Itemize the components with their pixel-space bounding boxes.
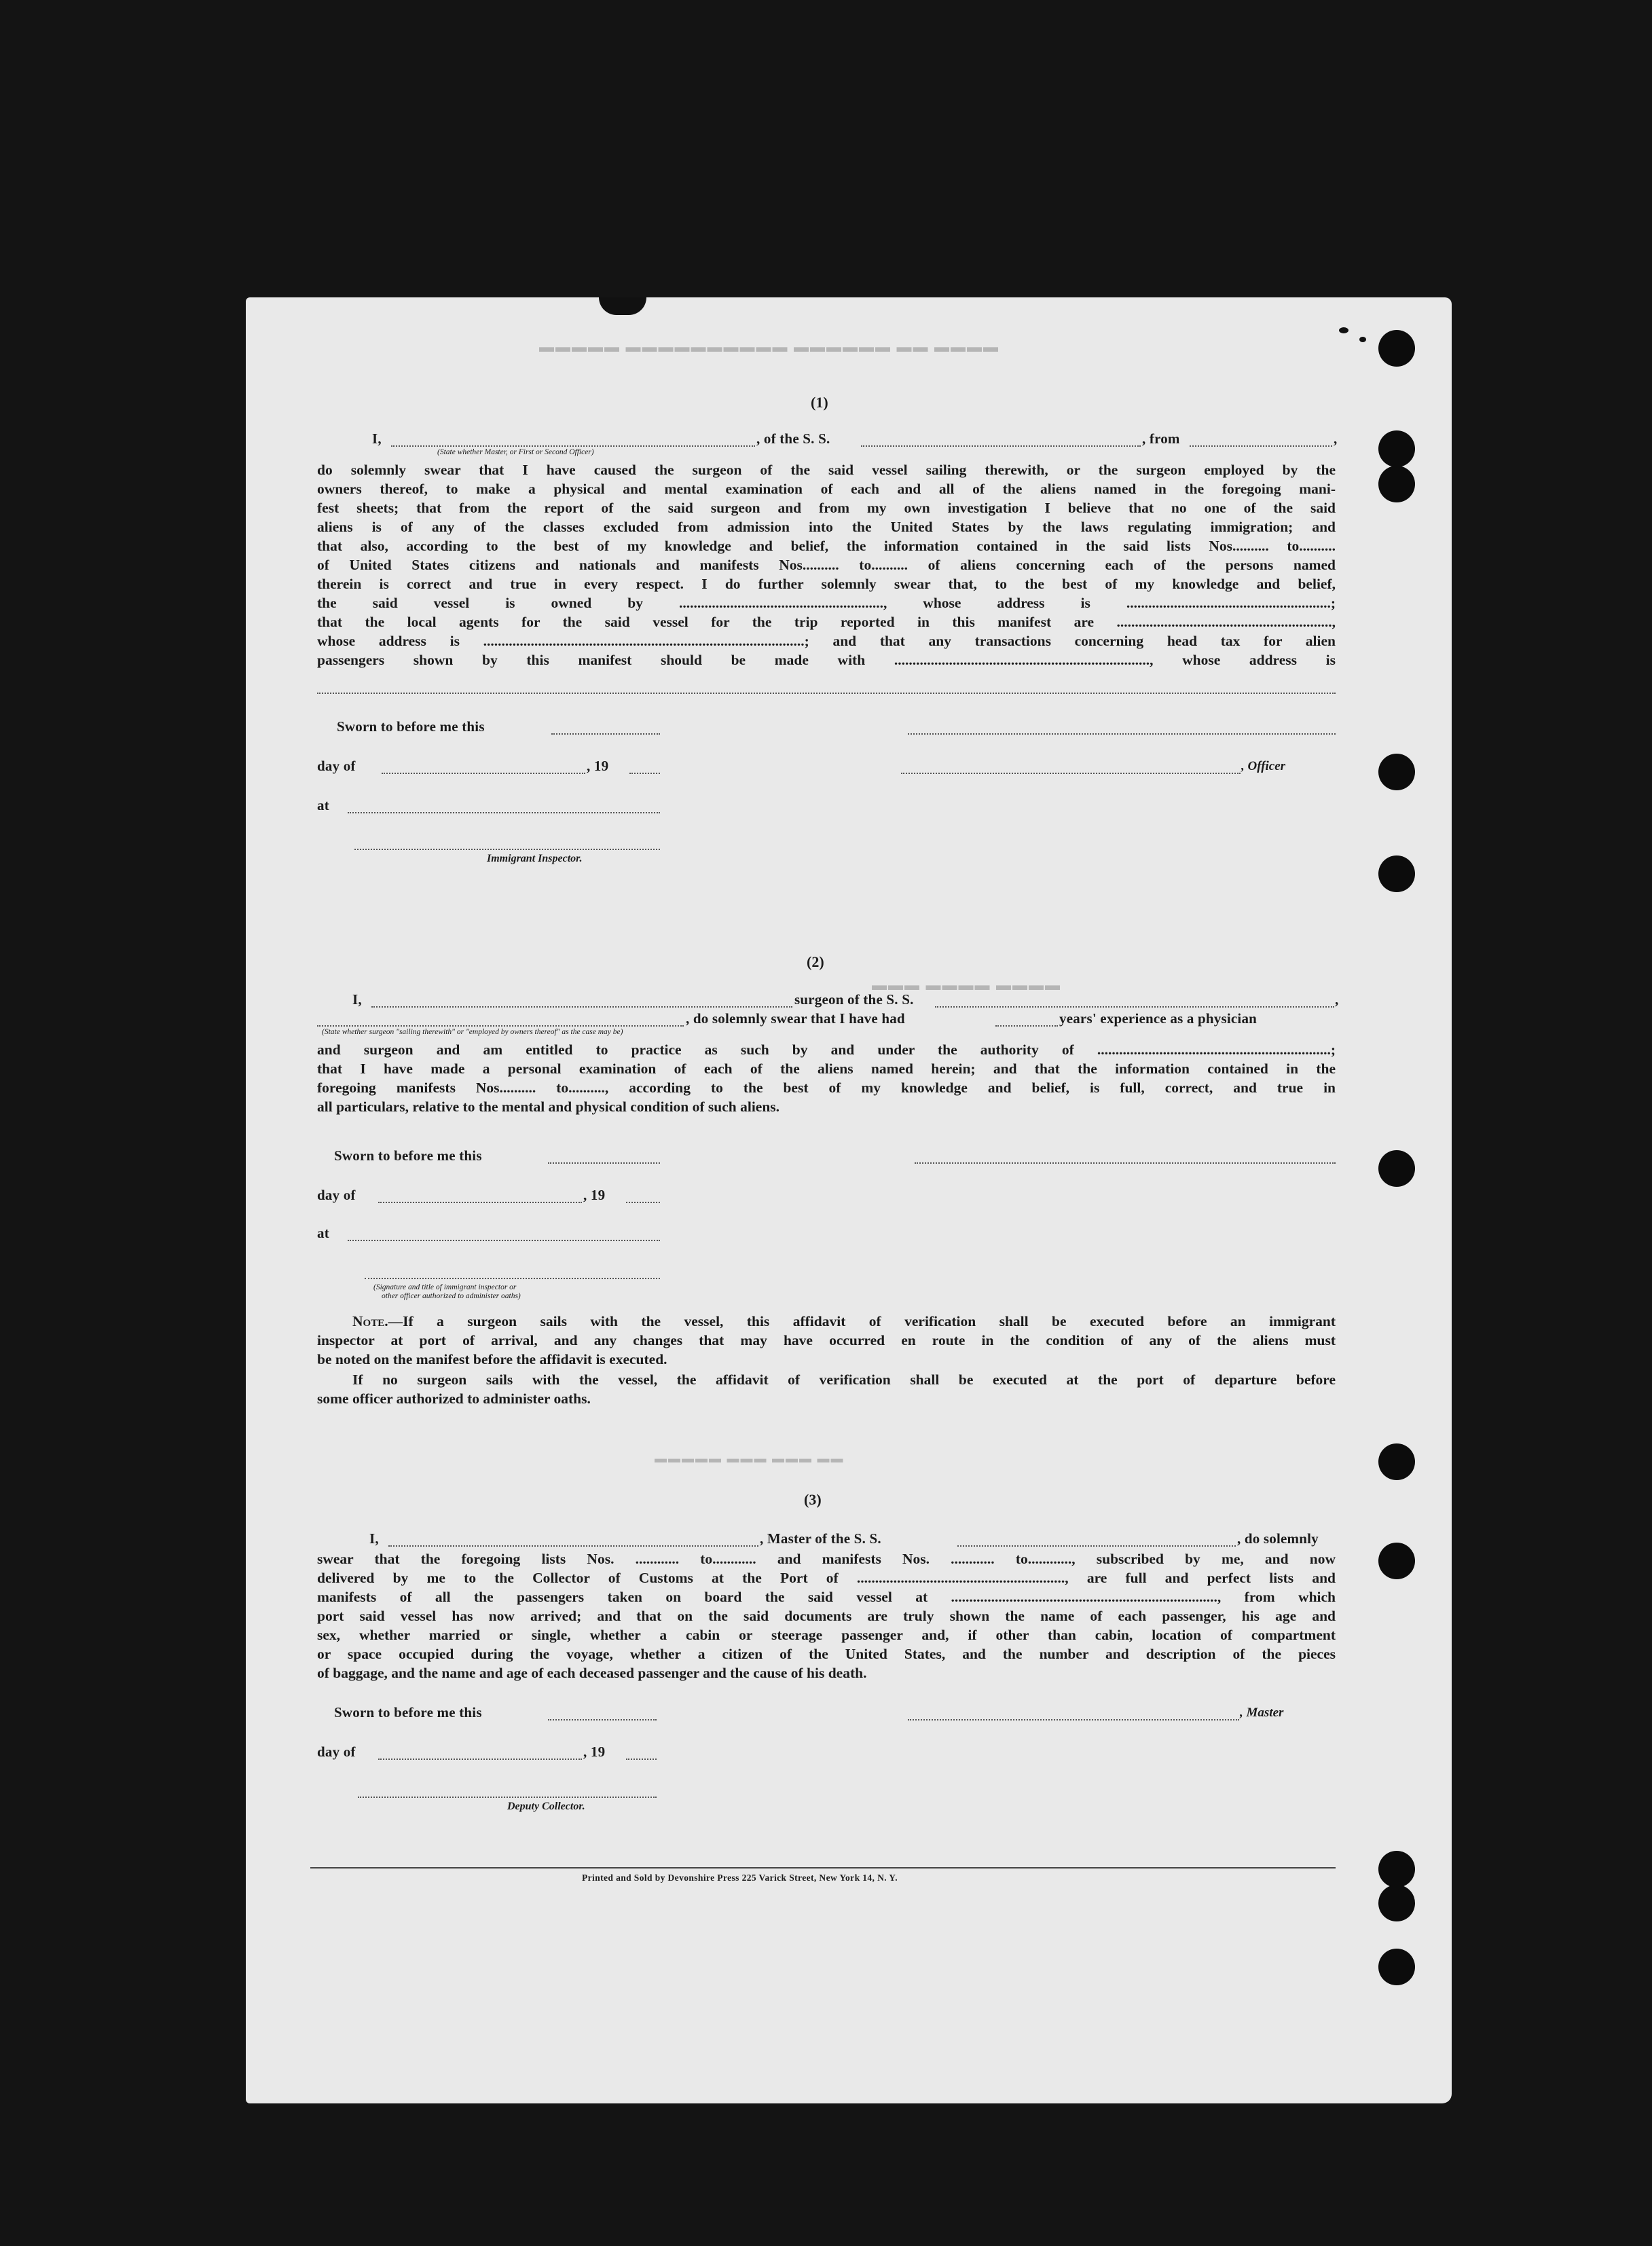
bleed-through-mark: ▬▬ ▬▬▬ ▬▬▬ ▬▬▬▬▬: [653, 1452, 843, 1465]
section-1-officer-note: (State whether Master, or First or Second Officer): [437, 448, 594, 456]
section-3-day-of-label: day of: [317, 1744, 356, 1760]
section-1-officer-label: , Officer: [1241, 759, 1286, 773]
punch-hole: [1378, 466, 1415, 502]
punch-hole: [1378, 1885, 1415, 1921]
section-2-surgeon-signature-field[interactable]: [915, 1162, 1336, 1164]
section-1-day-of-label: day of: [317, 758, 356, 774]
section-2-surgeon-note: (State whether surgeon "sailing therewith" or "employed by owners thereof" as the case may be): [322, 1028, 623, 1036]
section-2-swear-text: , do solemnly swear that I have had: [686, 1010, 905, 1027]
section-2-month-field[interactable]: [378, 1202, 582, 1203]
section-1-oath-text: do solemnly swear that I have caused the surgeon of the said vessel sailing therewith, or the surgeon employed by the owners thereof, to make a physical and mental examination of each and all of the aliens named in the foregoing mani- fest sheets; that from the report of the said surgeon and from my own investigation I believe that no one of the said aliens is of any of the classes excluded from admission into the United States by the laws regulating immigration; and that also, according to the best of my knowledge and belief, the information contained in the said lists Nos.......... to.......... of United States citizens and nationals and manifests Nos.......... to.......... of aliens concerning each of the persons named therein is correct and true in every respect. I do further solemnly swear that, to the best of my knowledge and belief, the said vessel is owned by ........................................................, whose address is ........................................................; that the local agents for the said vessel for the trip reported in this manifest are ..........................................................., whose address is ........................................................................................; and that any transactions concerning head tax for alien passengers shown by this manifest should be made with ......................................................................, whose address is: [317, 462, 1336, 668]
section-1-opening-i: I,: [372, 430, 382, 447]
punch-hole: [1378, 1543, 1415, 1579]
section-2-year-field[interactable]: [626, 1202, 660, 1203]
section-2-surgeon-of-ss: surgeon of the S. S.: [794, 991, 914, 1008]
section-3-sworn-date-field[interactable]: [548, 1719, 657, 1720]
section-2-signature-note-2: other officer authorized to administer oaths): [382, 1292, 521, 1300]
section-2-at-label: at: [317, 1225, 329, 1241]
note-label: Note.: [352, 1313, 388, 1329]
section-2-sworn-label: Sworn to before me this: [334, 1147, 482, 1164]
section-1-year-label: , 19: [587, 758, 609, 774]
section-3-year-label: , 19: [583, 1744, 606, 1760]
punch-hole: [1378, 1443, 1415, 1480]
section-2-day-of-label: day of: [317, 1187, 356, 1203]
torn-edge-mark: [599, 297, 646, 315]
section-3-opening-i: I,: [369, 1530, 379, 1547]
section-2-opening-i: I,: [352, 991, 362, 1008]
section-2-oath-text: and surgeon and am entitled to practice as such by and under the authority of ................................................................; that I have made a personal examination of each of the aliens named herein; and that the information contained in the foregoing manifests Nos.......... to.........., according to the best of my knowledge and belief, is full, correct, and true in all particulars, relative to the mental and physical condition of such aliens.: [317, 1042, 1336, 1115]
section-1-of-ss: , of the S. S.: [756, 430, 830, 447]
section-1-inspector-signature-field[interactable]: [354, 849, 660, 850]
section-3-collector-signature-field[interactable]: [358, 1797, 657, 1798]
departure-port-field[interactable]: [1190, 445, 1332, 447]
document-page: [246, 297, 1452, 2103]
section-1-number: (1): [811, 394, 828, 411]
section-3-vessel-name-field[interactable]: [957, 1545, 1236, 1547]
section-2-physician-text: years' experience as a physician: [1059, 1010, 1258, 1027]
section-3-month-field[interactable]: [378, 1759, 582, 1760]
section-1-inspector-label: Immigrant Inspector.: [487, 853, 583, 864]
section-2-note2-paragraph: If no surgeon sails with the vessel, the affidavit of verification shall be executed at the port of departure before some officer authorized to administer oaths.: [317, 1371, 1336, 1407]
section-1-comma: ,: [1334, 430, 1338, 447]
section-1-sworn-date-field[interactable]: [551, 733, 660, 735]
surgeon-name-field[interactable]: [371, 1006, 792, 1008]
section-2-signature-note-1: (Signature and title of immigrant inspector or: [373, 1283, 517, 1291]
section-3-master-label: , Master: [1240, 1706, 1284, 1720]
section-1-at-label: at: [317, 797, 329, 813]
section-3-oath-text: swear that the foregoing lists Nos. ............ to............ and manifests Nos. ............ to............, subscribed by me, and now delivered by me to the Collector of Customs at the Port of ........................................................., are full and perfect lists and manifests of all the passengers taken on board the said vessel at ........................................................................., from which port said vessel has now arrived; and that on the said documents are truly shown the name of each passenger, his age and sex, whether married or single, whether a cabin or steerage passenger and, if other than cabin, location of compartment or space occupied during the voyage, whether a citizen of the United States, and the number and description of the pieces of baggage, and the name and age of each deceased passenger and the cause of his death.: [317, 1551, 1336, 1681]
section-3-collector-label: Deputy Collector.: [507, 1801, 585, 1812]
section-1-year-field[interactable]: [629, 773, 660, 774]
section-3-do-solemnly: , do solemnly: [1237, 1530, 1319, 1547]
bleed-through-mark: ▬▬▬▬ ▬▬ ▬▬▬▬▬▬ ▬▬▬▬▬▬▬▬▬▬ ▬▬▬▬▬: [538, 338, 998, 355]
section-1-from: , from: [1142, 430, 1180, 447]
section-3-number: (3): [804, 1491, 822, 1508]
section-1-month-field[interactable]: [382, 773, 585, 774]
punch-hole: [1378, 1851, 1415, 1888]
bleed-through-mark: ▬▬▬▬ ▬▬▬▬ ▬▬▬: [870, 976, 1060, 993]
punch-hole: [1378, 430, 1415, 467]
ink-spot: [1359, 337, 1366, 342]
section-2-inspector-signature-field[interactable]: [365, 1278, 660, 1279]
printer-imprint: Printed and Sold by Devonshire Press 225 Varick Street, New York 14, N. Y.: [582, 1873, 898, 1883]
years-experience-field[interactable]: [995, 1025, 1058, 1027]
section-2-sworn-date-field[interactable]: [548, 1162, 660, 1164]
punch-hole: [1378, 330, 1415, 367]
section-3-master-of-ss: , Master of the S. S.: [760, 1530, 881, 1547]
punch-hole: [1378, 1949, 1415, 1985]
ink-spot: [1339, 327, 1348, 333]
section-2-vessel-name-field[interactable]: [935, 1006, 1334, 1008]
section-3-master-name-field[interactable]: [388, 1545, 758, 1547]
footer-rule: [310, 1867, 1336, 1868]
master-name-field[interactable]: [391, 445, 755, 447]
vessel-name-field[interactable]: [861, 445, 1141, 447]
section-2-place-field[interactable]: [348, 1240, 660, 1241]
section-1-officer-title-field[interactable]: [901, 773, 1241, 774]
punch-hole: [1378, 754, 1415, 790]
section-2-comma: ,: [1335, 991, 1339, 1008]
section-3-sworn-label: Sworn to before me this: [334, 1704, 482, 1720]
section-1-officer-signature-field[interactable]: [908, 733, 1336, 735]
section-3-master-signature-field[interactable]: [908, 1719, 1239, 1720]
section-2-number: (2): [807, 953, 824, 970]
surgeon-type-field[interactable]: [317, 1025, 684, 1027]
section-1-address-continuation-field[interactable]: [317, 693, 1336, 694]
section-1-sworn-label: Sworn to before me this: [337, 718, 485, 735]
section-1-place-field[interactable]: [348, 812, 660, 813]
section-2-note-paragraph: Note.—If a surgeon sails with the vessel, this affidavit of verification shall be executed before an immigrant inspector at port of arrival, and any changes that may have occurred en route in the condition of any of the aliens must be noted on the manifest before the affidavit is executed.: [317, 1313, 1336, 1367]
punch-hole: [1378, 855, 1415, 892]
section-3-year-field[interactable]: [626, 1759, 657, 1760]
section-2-year-label: , 19: [583, 1187, 606, 1203]
punch-hole: [1378, 1150, 1415, 1187]
